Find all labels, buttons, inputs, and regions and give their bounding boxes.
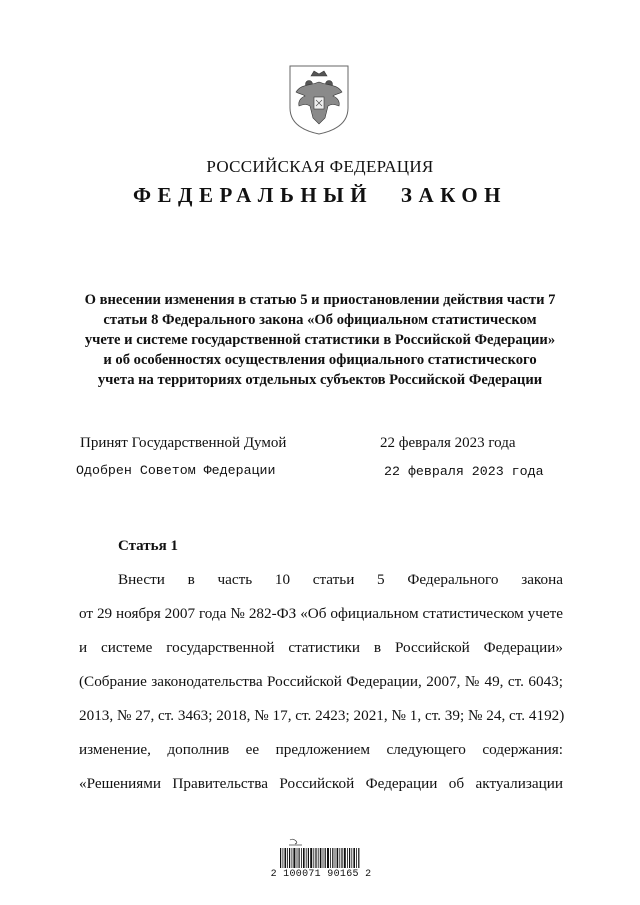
council-approval-label: Одобрен Советом Федерации xyxy=(76,463,276,478)
barcode-number: 2 100071 90165 2 xyxy=(270,869,372,880)
article-line: и системе государственной статистики в Российской Федерации» xyxy=(79,639,563,656)
law-title-line: учета на территориях отдельных субъектов Российской Федерации xyxy=(97,372,543,388)
article-line: «Решениями Правительства Российской Федерации об актуализации xyxy=(79,775,563,792)
article-line: (Собрание законодательства Российской Федерации, 2007, № 49, ст. 6043; xyxy=(79,673,563,690)
duma-adoption-label: Принят Государственной Думой xyxy=(80,435,287,451)
article-line: 2013, № 27, ст. 3463; 2018, № 17, ст. 2423; 2021, № 1, ст. 39; № 24, ст. 4192) xyxy=(79,707,565,724)
article-line: Внести в часть 10 статьи 5 Федерального закона xyxy=(118,571,563,588)
coat-of-arms-icon xyxy=(287,64,351,136)
article-body xyxy=(79,566,563,804)
law-title xyxy=(60,290,580,390)
law-title-line: О внесении изменения в статью 5 и приостановлении действия части 7 xyxy=(84,292,556,308)
document-type: ФЕДЕРАЛЬНЫЙ ЗАКОН xyxy=(133,183,507,207)
article-line: изменение, дополнив ее предложением следующего содержания: xyxy=(79,741,563,758)
duma-adoption-date: 22 февраля 2023 года xyxy=(380,435,516,451)
country-name: РОССИЙСКАЯ ФЕДЕРАЦИЯ xyxy=(206,157,434,176)
law-title-line: и об особенностях осуществления официального статистического xyxy=(103,352,537,368)
barcode-icon xyxy=(270,838,370,890)
council-approval-date: 22 февраля 2023 года xyxy=(384,464,544,479)
article-line: от 29 ноября 2007 года № 282-ФЗ «Об официальном статистическом учете xyxy=(79,605,563,622)
law-title-line: учете и системе государственной статистики в Российской Федерации» xyxy=(84,332,556,348)
article-heading: Статья 1 xyxy=(118,538,178,554)
law-title-line: статьи 8 Федерального закона «Об официальном статистическом xyxy=(103,312,537,328)
